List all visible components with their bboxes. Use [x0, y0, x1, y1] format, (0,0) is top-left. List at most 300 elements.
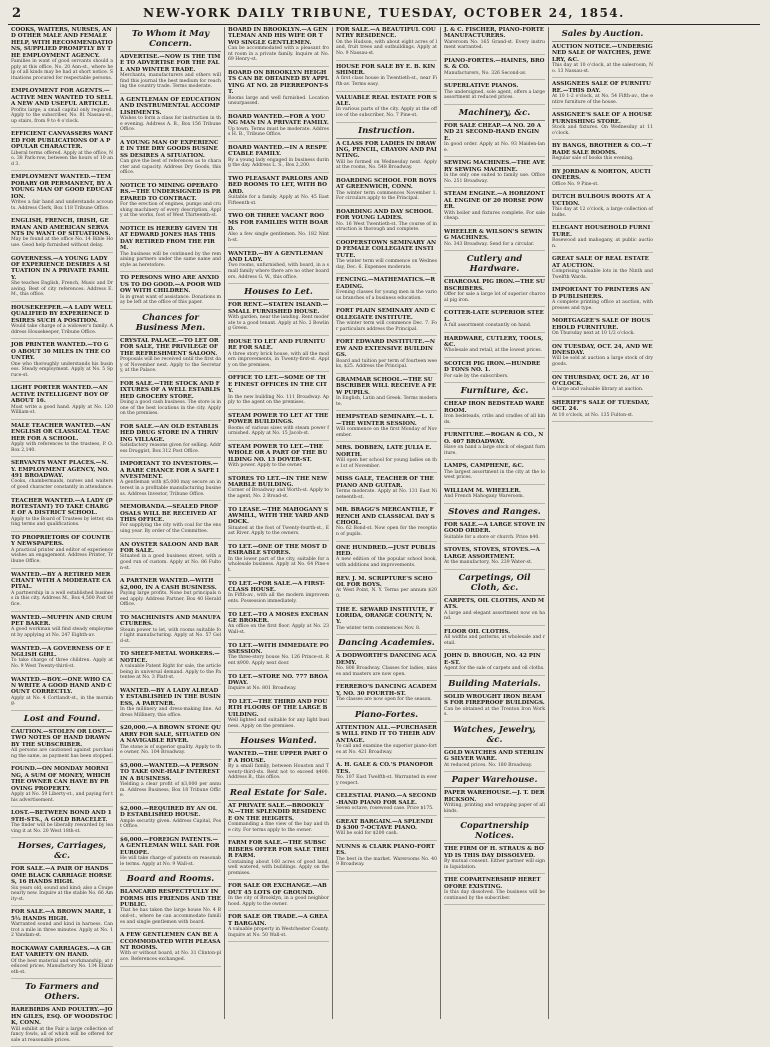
ad-title: GREAT BARGAIN.—A SPLENDID $300 7-OCTAVE PIANO.	[336, 818, 433, 832]
advertisement	[228, 883, 329, 911]
ad-title: TO LET.—THE THIRD AND FOURTH FLOORS OF THE LARGE BUILDING.	[228, 699, 328, 718]
ad-title: FORT EDWARD INSTITUTE.—NEW AND EXTENSIVE BUILDINGS.	[336, 339, 435, 359]
advertisement	[444, 629, 545, 651]
advertisement	[11, 385, 113, 419]
advertisement	[336, 576, 437, 604]
ad-title: WANTED.—A GOVERNESS OF ENGLISH GIRL.	[11, 645, 111, 659]
ad-body: No. 806 Broadway. Classes for ladies, misses and masters are now open.	[336, 666, 437, 677]
ad-body: Have on hand a large stock of elegant furniture.	[444, 445, 545, 456]
ad-body: At 10 1-2 o'clock, at No. 54 Fifth-av., the entire furniture of the house.	[552, 94, 653, 105]
ad-body: A first class house in Twentieth-st., near Fifth-av. Terms easy.	[336, 76, 437, 87]
ad-body: A good workman will find steady employment by applying at No. 247 Eighth-av.	[11, 627, 113, 639]
advertisement	[444, 310, 545, 332]
section-heading: Building Materials.	[444, 679, 545, 692]
advertisement	[120, 889, 221, 929]
ad-body: Doing a good cash business. The store is in one of the best locations in the city. Apply on the premises.	[120, 400, 221, 417]
advertisement	[336, 414, 437, 442]
advertisement	[336, 141, 437, 175]
advertisement	[336, 844, 437, 872]
advertisement	[336, 95, 437, 123]
ad-body: Writes a fair hand and understands accounts. Address Clerk, Box 118 Tribune Office.	[11, 200, 113, 211]
ad-body: With garden, near the landing. Rent moderate to a good tenant. Apply at No. 2 Bowling Green.	[228, 315, 329, 332]
advertisement	[336, 725, 437, 759]
advertisement	[552, 225, 653, 253]
ad-title: A FEW GENTLEMEN CAN BE ACCOMMODATED WITH PLEASANT ROOMS.	[120, 932, 221, 952]
ad-title: STEAM POWER TO LET AT THE POWER BUILDINGS.	[228, 412, 329, 426]
ad-body: Wareroom No. 165 Grand-st. Every instrument warranted.	[444, 39, 545, 51]
advertisement	[228, 70, 329, 111]
ad-body: The best in the market. Warerooms No. 409 Broadway.	[336, 856, 437, 868]
ad-body: In Fifth-av., with all the modern improvements. Possession immediately.	[228, 593, 329, 605]
advertisement	[120, 837, 221, 871]
ad-title: A PARTNER WANTED.—WITH $2,000, IN A CASH BUSINESS.	[120, 578, 217, 591]
ad-body: Can give the best of references as to character and capacity. Address Dry Goods, this office.	[120, 159, 221, 176]
ad-body: Writing, printing and wrapping paper of all kinds.	[444, 803, 545, 814]
advertisement	[228, 612, 329, 640]
ad-body: This day at 12 o'clock, a large collection of bulbs.	[552, 207, 653, 218]
column-5	[440, 27, 548, 1019]
advertisement	[444, 750, 545, 772]
ad-title: ROCKAWAY CARRIAGES.—A GREAT VARIETY ON HAND.	[11, 945, 111, 959]
ad-body: This day at 10 o'clock, at the salesroom, No. 13 Nassau-st.	[552, 63, 653, 74]
advertisement	[228, 674, 329, 696]
ad-body: For supplying the city with coal for the ensuing year. By order of the Committee.	[120, 523, 221, 535]
ad-body: No. 62 Bond-st. Now open for the reception of pupils.	[336, 526, 437, 538]
section-heading: Horses, Carriages, &c.	[11, 841, 113, 864]
advertisement	[552, 81, 653, 109]
ad-title: FARM FOR SALE.—THE SUBSCRIBERS OFFER FOR SALE THEIR FARM.	[228, 840, 329, 860]
ad-title: SHERIFF'S SALE OF TUESDAY, OCT. 24.	[552, 400, 650, 413]
advertisement	[444, 432, 545, 460]
ad-body: Suitable for a family. Apply at No. 45 East Fifteenth-st.	[228, 195, 329, 206]
ad-body: In the millinery and dress-making line. Address Millinery, this office.	[120, 707, 221, 718]
advertisement	[120, 688, 221, 722]
advertisement	[444, 58, 545, 80]
advertisement	[11, 256, 113, 302]
ad-title: EMPLOYMENT WANTED.—TEMPORARY OR PERMANENT, BY A YOUNG MAN OF GOOD EDUCATION.	[11, 174, 113, 200]
section-heading: Stoves and Ranges.	[444, 507, 545, 520]
advertisement	[11, 615, 113, 643]
section-heading: Furniture, &c.	[444, 386, 545, 399]
advertisement	[444, 123, 545, 157]
ad-body: On the Hudson, with about eight acres of land, fruit trees and outbuildings. Apply at No. 9 Nassau-st.	[336, 39, 437, 56]
column-6	[548, 27, 656, 1019]
ad-title: MEMORANDA.—SEALED PROPOSALS WILL BE RECEIVED AT THIS OFFICE.	[120, 504, 218, 524]
ad-title: A DODWORTH'S DANCING ACADEMY.	[336, 653, 437, 666]
ad-body: Suitable for a store or church. Price $40.	[444, 534, 540, 540]
ad-title: BOARD WANTED.—FOR A YOUNG MAN IN A PRIVATE FAMILY.	[228, 113, 329, 127]
ad-title: BY BANGS, BROTHER & CO.—TRADE SALE ROOMS.	[552, 143, 652, 156]
ad-title: IMPORTANT TO INVESTORS.—A RARE CHANCE FOR A SAFE INVESTMENT.	[120, 461, 219, 481]
ad-body: That he has taken the large house No. 4 Bond-st., where he can accommodate families and single gentlemen with board.	[120, 908, 221, 925]
ad-title: PIANO-FORTES.—HAINES, BROS. & CO.	[444, 58, 545, 71]
advertisement	[336, 339, 437, 373]
advertisement	[228, 581, 329, 609]
ad-title: BOARD ON BROOKLYN HEIGHTS CAN BE OBTAINED BY APPLYING AT NO. 28 PIERREPONT-ST.	[228, 70, 329, 96]
ad-title: MORTGAGEE'S SALE OF HOUSEHOLD FURNITURE.	[552, 318, 651, 331]
ad-title: EFFICIENT CANVASSERS WANTED FOR PUBLICATIONS OF A POPULAR CHARACTER.	[11, 131, 113, 151]
advertisement	[336, 793, 437, 815]
ad-body: The finder will be liberally rewarded by leaving it at No. 20 West 18th-st.	[11, 823, 113, 834]
advertisement	[228, 413, 329, 441]
ad-title: MISS GALE, TEACHER OF THE PIANO AND GUITAR.	[336, 476, 434, 489]
ad-title: TEACHER WANTED.—A LADY (PROTESTANT) TO TAKE CHARGE OF A DISTRICT SCHOOL.	[11, 497, 113, 517]
advertisement	[444, 229, 545, 251]
ad-title: VALUABLE REAL ESTATE FOR SALE.	[336, 94, 437, 107]
advertisement	[228, 840, 329, 880]
ad-body: Can be accommodated with a pleasant front room in a private family. Inquire at No. 69 Henry-st.	[228, 46, 329, 63]
ad-title: GREAT SALE OF REAL ESTATE AT AUCTION.	[552, 256, 649, 269]
ad-body: Apply at No. 59 Liberty-st., and paying for this advertisement.	[11, 792, 113, 803]
ad-body: Containing about 160 acres of good land, well watered, with buildings. Apply on the premises.	[228, 859, 329, 876]
ad-body: Apply to the Board of Trustees by letter, stating terms and qualifications.	[11, 516, 114, 528]
ad-body: Can be obtained at the Trenton Iron Works.	[444, 706, 545, 718]
advertisement	[336, 476, 437, 504]
advertisement	[11, 305, 113, 339]
ad-title: REV. J. M. SCRIPTURE'S SCHOOL FOR BOYS.	[336, 575, 433, 589]
ad-title: FOR SALE OR EXCHANGE.—ABOUT 45 LOTS OF GROUND.	[228, 883, 327, 896]
ad-title: LAMPS, CAMPHENE, &C.	[444, 463, 524, 470]
ad-title: LOST.—BETWEEN BOND AND 19TH-STS., A GOLD BRACELET.	[11, 810, 112, 823]
advertisement	[228, 699, 329, 733]
section-heading: Carpetings, Oil Cloth, &c.	[444, 573, 545, 596]
ad-title: TO LEASE.—THE MAHOGANY SAWMILL, WITH THE YARD AND DOCK.	[228, 506, 329, 526]
advertisement	[336, 27, 437, 61]
advertisement	[11, 677, 113, 711]
ad-body: He will take charge of patents on reasonable terms. Apply at No. 9 Wall-st.	[120, 856, 221, 867]
ad-body: The three-story house No. 126 Prince-st. Rent $900. Apply next door.	[228, 655, 329, 667]
section-heading: To Whom it May Concern.	[120, 29, 221, 52]
advertisement	[120, 461, 221, 501]
advertisement	[336, 377, 437, 411]
ad-body: Merchants, manufacturers and others will find this journal the best medium for reaching the country trade. Terms moderate.	[120, 73, 221, 90]
ad-body: At the manufactory, No. 239 Water-st.	[444, 560, 533, 566]
ad-body: Agent for the sale of carpets and oil cloths.	[444, 666, 545, 672]
ad-body: Terms moderate. Apply at No. 131 East Nineteenth-st.	[336, 489, 437, 500]
ad-title: WANTED.—BY A LADY ALREADY ESTABLISHED IN THE BUSINESS, A PARTNER.	[120, 688, 221, 707]
ad-title: THE COPARTNERSHIP HERETOFORE EXISTING.	[444, 877, 541, 890]
ad-body: To take charge of three children. Apply at No. 9 West Twenty-third-st.	[11, 658, 113, 670]
ad-body: Wholesale and retail, at the lowest prices.	[444, 348, 543, 354]
ad-body: All widths and patterns, at wholesale and retail.	[444, 635, 545, 646]
section-heading: Houses Wanted.	[228, 736, 329, 749]
ad-body: Will exhibit at the Fair a large collection of fancy fowls, all of which will be offered for sale at reasonable prices.	[11, 1026, 113, 1043]
ad-body: Six years old, sound and kind; also a Coupe nearly new. Inquire at the stable No. 66 Amity-st.	[11, 885, 113, 902]
advertisement	[552, 143, 653, 165]
advertisement	[120, 725, 221, 759]
ad-title: COOKS, WAITERS, NURSES, AND OTHER MALE AND FEMALE HELP, WITH RECOMMENDATIONS, SUPPLIED PROMPTLY BY THE EMPLOYMENT AGENCY.	[11, 27, 113, 59]
advertisement	[11, 88, 113, 128]
ad-body: Is this day dissolved. The business will be continued by the subscriber.	[444, 890, 545, 901]
ad-body: A complete printing office at auction, with presses and type.	[552, 300, 653, 311]
ad-title: NUNNS & CLARK PIANO-FORTES.	[336, 844, 435, 857]
advertisement	[11, 646, 113, 674]
ad-title: ASSIGNEES SALE OF FURNITURE.—THIS DAY.	[552, 81, 651, 94]
ad-title: CRYSTAL PALACE.—TO LET OR FOR SALE, THE PRIVILEGE OF THE REFRESHMENT SALOON.	[120, 337, 219, 357]
ad-body: Of the best material and workmanship, at reduced prices. Manufactory No. 134 Elizabeth-st.	[11, 958, 113, 975]
ad-title: HARDWARE, CUTLERY, TOOLS, &C.	[444, 335, 544, 349]
advertisement	[11, 460, 113, 494]
ad-title: J. & C. FISCHER, PIANO-FORTE MANUFACTURERS.	[444, 27, 545, 40]
ad-title: GOVERNESS.—A YOUNG LADY OF EXPERIENCE DESIRES A SITUATION IN A PRIVATE FAMILY.	[11, 255, 110, 281]
ad-title: STOVES, STOVES, STOVES.—A LARGE ASSORTMENT.	[444, 547, 540, 560]
ad-body: By mutual consent. Either partner will sign in liquidation.	[444, 859, 545, 870]
ad-body: A partnership in a well established business in this city. Address M., Box 4,500 Post Office.	[11, 590, 113, 608]
ad-title: FOR SALE.—A LARGE STOVE IN GOOD ORDER.	[444, 522, 546, 535]
ad-title: TO LET.—TO A MOSES EXCHANGE BROKER.	[228, 611, 329, 625]
ad-title: EMPLOYMENT FOR AGENTS.—ACTIVE MEN WANTED TO SELL A NEW AND USEFUL ARTICLE.	[11, 88, 113, 108]
advertisement	[336, 653, 437, 681]
ad-body: One who thoroughly understands his business. Steady employment. Apply at No. 5 Spruce-st.	[11, 361, 113, 378]
ad-title: STORES TO LET.—IN THE NEW MARBLE BUILDING.	[228, 475, 328, 489]
ad-title: MR. BRAGG'S MERCANTILE, FRENCH AND CLASSICAL DAY SCHOOL.	[336, 507, 435, 527]
advertisement	[336, 762, 437, 790]
advertisement	[120, 542, 221, 576]
advertisement	[228, 751, 329, 785]
ad-body: Offer for sale a large lot of superior charcoal pig iron.	[444, 292, 545, 303]
ad-title: ON TUESDAY, OCT. 24, AND WEDNESDAY.	[552, 343, 653, 357]
ad-title: SERVANTS WANT PLACES.—N. Y. EMPLOYMENT AGENCY, NO. 491 BROADWAY.	[11, 460, 110, 480]
section-heading: Piano-Fortes.	[336, 710, 437, 723]
ad-title: FENCING.—MATHEMATICS.—READING.	[336, 277, 436, 290]
masthead	[8, 4, 760, 25]
ad-body: A practical printer and editor of experience wishes an engagement. Address Printer, Tribune Office.	[11, 547, 113, 565]
advertisement	[120, 763, 221, 803]
advertisement	[228, 145, 329, 173]
ad-body: With boiler and fixtures complete. For sale cheap.	[444, 210, 545, 222]
ad-body: Paying large profits. None but principals need apply. Address Partner, Box 40 Herald Office.	[120, 591, 221, 608]
ad-body: Comprising valuable lots in the Ninth and Twelfth Wards.	[552, 269, 653, 280]
advertisement	[444, 877, 545, 905]
ad-title: HOUSEKEEPER.—A LADY WELL QUALIFIED BY EXPERIENCE DESIRES SUCH A POSITION.	[11, 305, 113, 324]
ad-body: With power. Apply to the owner.	[228, 463, 303, 469]
ad-body: In English, Latin and Greek. Terms moderate.	[336, 396, 437, 407]
advertisement	[120, 183, 221, 223]
ad-title: JOB PRINTER WANTED.—TO GO ABOUT 30 MILES IN THE COUNTRY.	[11, 342, 111, 362]
ad-body: The winter term will commence on Wednesday, Dec. 6. Expenses moderate.	[336, 259, 437, 270]
advertisement	[336, 819, 437, 841]
ad-body: Regular sale of books this evening.	[552, 156, 634, 162]
ad-title: AN OYSTER SALOON AND BAR FOR SALE.	[120, 541, 219, 555]
advertisement	[120, 806, 221, 834]
advertisement	[228, 444, 329, 473]
ad-title: TWO PLEASANT PARLORS AND BED ROOMS TO LET, WITH BOARD.	[228, 175, 329, 195]
advertisement	[11, 572, 113, 612]
ad-body: Seven octave, rosewood case. Price $175.	[336, 806, 434, 812]
advertisement	[120, 932, 221, 966]
ad-body: An office on the first floor. Apply at No. 23 Wall-st.	[228, 624, 329, 636]
advertisement	[11, 131, 113, 171]
ad-title: TWO OR THREE VACANT ROOMS FOR FAMILIES WITH BOARD.	[228, 213, 329, 233]
advertisement	[120, 578, 221, 612]
ad-body: Would take charge of a widower's family. Address Housekeeper, Tribune Office.	[11, 324, 113, 335]
section-heading: Houses to Let.	[228, 287, 329, 300]
ad-title: FOR SALE OR TRADE.—A GREAT BARGAIN.	[228, 914, 328, 927]
advertisement	[120, 504, 221, 538]
ad-body: By a small family, between Houston and Twenty-third-sts. Rent not to exceed $400. Address B., this office.	[228, 764, 329, 781]
advertisement	[228, 213, 329, 247]
ad-body: She teaches English, French, Music and Drawing. Best of city references. Address E. M., this office.	[11, 281, 113, 298]
ad-title: CARPETS, OIL CLOTHS, AND MATS.	[444, 597, 545, 611]
ad-body: Will commence on the first Monday of November.	[336, 427, 437, 438]
ad-title: TO LET.—ONE OF THE MOST DESIRABLE STORES.	[228, 544, 327, 557]
ad-body: Well lighted and suitable for any light business. Apply on the premises.	[228, 718, 329, 729]
ad-title: BY JORDAN & NORTON, AUCTIONEERS.	[552, 168, 651, 182]
ad-title: WILLIAM M. WHEELER.	[444, 488, 521, 495]
section-heading: To Farmers and Others.	[11, 982, 113, 1005]
advertisement	[444, 279, 545, 307]
ad-title: STEAM POWER TO LET.—THE WHOLE OR A PART OF THE BUILDING NO. 13 DOVER-ST.	[228, 443, 328, 463]
ad-body: Cooks, chambermaids, nurses and waiters of good character constantly in attendance.	[11, 479, 113, 491]
advertisement	[228, 507, 329, 541]
advertisement	[120, 424, 221, 458]
ad-title: CAUTION.—STOLEN OR LOST.—TWO NOTES OF HAND DRAWN BY THE SUBSCRIBER.	[11, 729, 113, 748]
ad-title: FOR SALE.—A BEAUTIFUL COUNTRY RESIDENCE.	[336, 27, 436, 40]
ad-body: Two rooms, unfurnished, with board, in a small family where there are no other boarders. Address G. W., this office.	[228, 263, 329, 280]
ad-body: Warranted sound and kind in harness. Can trot a mile in three minutes. Apply at No. 12 Vandam-st.	[11, 922, 113, 939]
advertisement	[552, 169, 653, 191]
section-heading: Chances for Business Men.	[120, 313, 221, 336]
advertisement	[552, 256, 653, 284]
ad-body: At 10 o'clock, at No. 135 Fulton-st.	[552, 412, 634, 418]
ad-body: No. 16 West Twentieth-st. The course of instruction is thorough and complete.	[336, 221, 437, 233]
ad-title: NOTICE IS HEREBY GIVEN THAT EDWARD JONES HAS THIS DAY RETIRED FROM THE FIRM.	[120, 226, 218, 252]
ad-body: At West Point, N. Y. Terms per annum $200.	[336, 588, 437, 600]
ad-title: TO LET.—STORE NO. 777 BROADWAY.	[228, 673, 328, 687]
advertisement	[228, 914, 329, 942]
section-heading: Dancing Academies.	[336, 638, 437, 651]
ad-title: ELEGANT HOUSEHOLD FURNITURE.	[552, 225, 651, 238]
ad-body: A full assortment constantly on hand.	[444, 323, 532, 329]
advertisement	[552, 344, 653, 372]
page-number: 2	[12, 6, 22, 21]
ad-body: Manufacturers, No. 326 Second-av.	[444, 70, 527, 76]
ad-title: AT PRIVATE SALE.—BROOKLYN.—THE SPLENDID RESIDENCE ON THE HEIGHTS.	[228, 803, 327, 822]
advertisement	[11, 535, 113, 569]
advertisement	[228, 643, 329, 671]
advertisement	[120, 381, 221, 421]
ad-title: CELESTIAL PIANO.—A SECOND-HAND PIANO FOR SALE.	[336, 793, 437, 806]
ad-title: A. H. GALE & CO.'S PIANOFORTES.	[336, 762, 433, 775]
advertisement	[336, 64, 437, 92]
ad-title: DUTCH BULBOUS ROOTS AT AUCTION.	[552, 194, 651, 207]
ad-title: ADVERTISE.—NOW IS THE TIME TO ADVERTISE FOR THE FALL AND WINTER TRADE.	[120, 54, 221, 73]
section-heading: Lost and Found.	[11, 714, 113, 727]
ad-body: In the lower part of the city, suitable for a wholesale business. Apply at No. 64 Pine-st.	[228, 556, 329, 574]
ad-title: WANTED.—BY A GENTLEMAN AND LADY.	[228, 250, 324, 264]
ad-body: The stone is of superior quality. Apply to the owner, No. 104 Broadway.	[120, 744, 221, 756]
ad-body: Rooms of various sizes with steam power furnished. Apply at No. 15 Jacob-st.	[228, 425, 329, 437]
ad-title: FERRERO'S DANCING ACADEMY, NO. 30 FOURTH-ST.	[336, 684, 437, 697]
advertisement	[11, 27, 113, 85]
advertisement	[336, 684, 437, 706]
ad-body: A gentleman with $5,000 may secure an interest in a profitable manufacturing business. Address Investor, Tribune Office.	[120, 480, 221, 497]
advertisement	[444, 463, 545, 485]
ad-body: The largest assortment in the city at the lowest prices.	[444, 469, 545, 481]
ad-title: WANTED.—THE UPPER PART OF A HOUSE.	[228, 751, 328, 764]
section-heading: Paper Warehouse.	[444, 775, 545, 788]
ad-body: Is in great want of assistance. Donations may be left at the office of this paper.	[120, 294, 221, 306]
column-4	[332, 27, 440, 1019]
advertisement	[11, 342, 113, 382]
ad-title: WANTED.—BY A RETIRED MERCHANT WITH A MODERATE CAPITAL.	[11, 571, 111, 591]
ad-body: The classes are now open for the season.	[336, 697, 432, 703]
advertisement	[336, 178, 437, 206]
ad-title: CHARCOAL PIG IRON.—THE SUBSCRIBERS.	[444, 279, 545, 292]
advertisement	[120, 615, 221, 649]
ad-title: SUPERLATIVE PIANOS.	[444, 83, 519, 90]
advertisement	[552, 44, 653, 78]
section-heading: Copartnership Notices.	[444, 821, 545, 844]
advertisement	[336, 240, 437, 274]
ad-title: WHEELER & WILSON'S SEWING MACHINES.	[444, 228, 543, 242]
advertisement	[444, 598, 545, 626]
ad-title: FOR SALE.—THE STOCK AND FIXTURES OF A WELL ESTABLISHED GROCERY STORE.	[120, 380, 221, 400]
ad-title: THE FIRM OF H. STRAUS & BOYD IS THIS DAY DISSOLVED.	[444, 846, 544, 859]
ad-body: For the erection of engines, pumps and crushing machinery of every description. Apply at the works, foot of West Thirteenth-st.	[120, 202, 221, 219]
ad-title: ASSIGNEE'S SALE OF A HOUSE FURNISHING STORE.	[552, 112, 652, 125]
ad-body: Situated at the foot of Twenty-fourth-st., East River. Apply to the owners.	[228, 525, 329, 537]
ad-body: Situated in a good business street, with a good run of custom. Apply at No. 86 Fulton-st.	[120, 554, 221, 571]
section-heading: Cutlery and Hardware.	[444, 254, 545, 277]
advertisement	[336, 209, 437, 237]
ad-body: Stock and fixtures. On Wednesday at 11 o'clock.	[552, 125, 653, 136]
advertisement	[444, 191, 545, 225]
ad-title: TO LET.—WITH IMMEDIATE POSSESSION.	[228, 642, 329, 656]
ad-body: Board and tuition per term of fourteen weeks, $25. Address the Principal.	[336, 358, 437, 370]
advertisement	[11, 498, 113, 532]
advertisement	[120, 651, 221, 685]
advertisement	[552, 287, 653, 315]
section-heading: Sales by Auction.	[552, 29, 653, 42]
ad-title: BLANCARD RESPECTFULLY INFORMS HIS FRIENDS AND THE PUBLIC.	[120, 889, 221, 909]
ad-title: WANTED.—BOY.—ONE WHO CAN WRITE A GOOD HAND AND COUNT CORRECTLY.	[11, 676, 112, 696]
ad-body: A three story brick house, with all the modern improvements, in Twenty-first-st. Apply on the premises.	[228, 351, 329, 368]
ad-body: Corner of Broadway and Worth-st. Apply to the agent, No. 2 Broad-st.	[228, 488, 329, 500]
ad-body: A valuable Patent Right for sale, the article being in universal demand. Apply to the Patentee at No. 3 Platt-st.	[120, 664, 221, 681]
advertisement	[444, 401, 545, 429]
ad-title: $20,000.—A BROWN STONE QUARRY FOR SALE, SITUATED ON A NAVIGABLE RIVER.	[120, 725, 221, 745]
ad-body: In various parts of the city. Apply at the office of the subscriber, No. 7 Pine-st.	[336, 107, 437, 118]
ad-title: COTTER-LATE SUPERIOR STEEL.	[444, 310, 544, 323]
advertisement	[336, 277, 437, 305]
ad-body: To call and examine the superior piano-fortes at No. 421 Broadway.	[336, 744, 437, 755]
ad-title: A CLASS FOR LADIES IN DRAWING, PENCIL, CRAYON AND PAINTING.	[336, 140, 437, 160]
ad-body: Up town. Terms must be moderate. Address H. B., Tribune Office.	[228, 126, 329, 138]
ad-body: Ample security given. Address Capital, Post Office.	[120, 818, 221, 830]
ad-title: FLOOR OIL CLOTHS.	[444, 628, 511, 635]
advertisement	[444, 547, 545, 569]
ad-title: FOR SALE CHEAP.—A NO. 20 AND 21 SECOND-HAND ENGINE.	[444, 123, 542, 142]
advertisement	[444, 790, 545, 818]
ad-title: SCOTCH PIG IRON.—HUNDRED TONS NO. 1.	[444, 361, 541, 374]
newspaper-title: NEW-YORK DAILY TRIBUNE, TUESDAY, OCTOBER 24, 1854.	[143, 6, 625, 20]
ad-title: ENGLISH, FRENCH, IRISH, GERMAN AND AMERICAN SERVANTS IN WANT OF SITUATIONS.	[11, 218, 111, 238]
ad-title: ONE HUNDRED.—JUST PUBLISHED.	[336, 544, 436, 558]
ad-title: OFFICE TO LET.—SOME OF THE FINEST OFFICES IN THE CITY.	[228, 375, 328, 395]
columns-container	[8, 27, 762, 1043]
ad-body: A valuable property in Westchester County. Inquire at No. 50 Wall-st.	[228, 927, 329, 938]
ad-title: FOR SALE.—A BROWN MARE, 15½ HANDS HIGH.	[11, 909, 112, 922]
ad-title: A GENTLEMAN OF EDUCATION AND INSTRUMENTAL ACCOMPLISHMENTS.	[120, 97, 221, 116]
ad-body: Wishes to form a class for instruction in the evening. Address A. B., Box 156 Tribune Office.	[120, 116, 221, 133]
ad-title: FURNITURE.—ROGAN & CO., NO. 407 BROADWAY.	[444, 432, 544, 445]
advertisement	[336, 308, 437, 336]
ad-title: COOPERSTOWN SEMINARY AND FEMALE COLLEGIATE INSTITUTE.	[336, 240, 437, 259]
advertisement	[228, 476, 329, 504]
advertisement	[228, 302, 329, 336]
advertisement	[228, 339, 329, 373]
